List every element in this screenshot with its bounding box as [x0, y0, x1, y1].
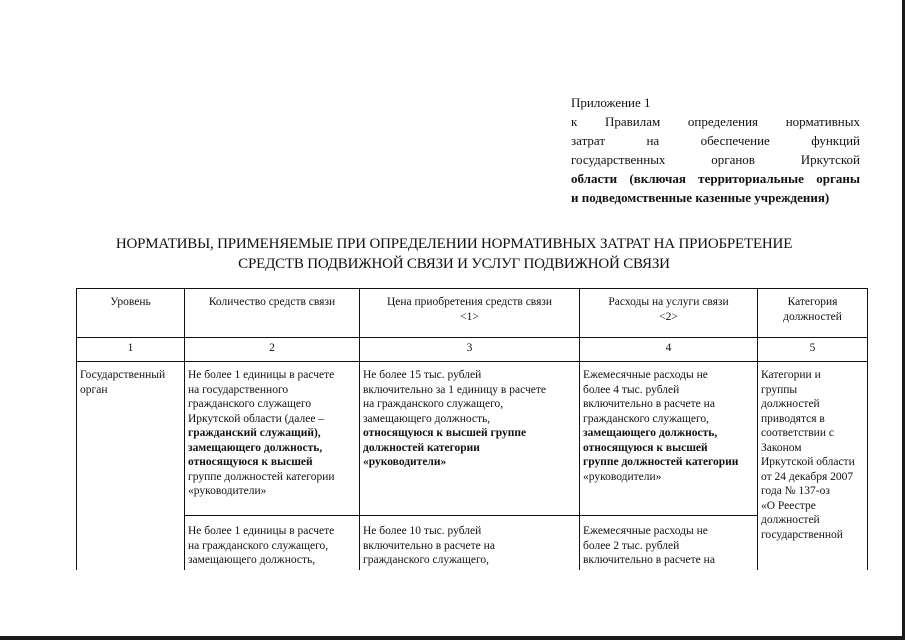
- appendix-note: [571, 93, 860, 207]
- title-line-2: СРЕДСТВ ПОДВИЖНОЙ СВЯЗИ И УСЛУГ ПОДВИЖНОЙ СВЯЗИ: [238, 256, 670, 272]
- title-line-1: НОРМАТИВЫ, ПРИМЕНЯЕМЫЕ ПРИ ОПРЕДЕЛЕНИИ НОРМАТИВНЫХ ЗАТРАТ НА ПРИОБРЕТЕНИЕ: [115, 236, 793, 252]
- table-row: [77, 362, 868, 516]
- column-number: 4: [580, 338, 758, 362]
- header-category: Категория должностей: [758, 289, 868, 338]
- column-number: 1: [77, 338, 185, 362]
- column-numbers-row: [77, 338, 868, 362]
- quantity-cell: Не более 1 единицы в расчете на государственного гражданского служащего Иркутской области (далее – гражданский служащий), замещающего должность, относящуюся к высшей группе должностей категории «руководители»: [185, 362, 360, 516]
- appendix-line: затрат на обеспечение функций: [571, 133, 860, 148]
- appendix-line: и подведомственные казенные учреждения): [571, 190, 830, 205]
- document-title: [60, 234, 848, 274]
- services-cell: Ежемесячные расходы не более 4 тыс. рублей включительно в расчете на гражданского служащего, замещающего должность, относящуюся к высшей группе должностей категории «руководители»: [580, 362, 758, 516]
- header-price: Цена приобретения средств связи <1>: [360, 289, 580, 338]
- appendix-line: области (включая территориальные органы: [571, 171, 860, 186]
- header-level: Уровень: [77, 289, 185, 338]
- price-cell: Не более 15 тыс. рублей включительно за 1 единицу в расчете на гражданского служащего, замещающего должность, относящуюся к высшей группе должностей категории «руководители»: [360, 362, 580, 516]
- header-quantity: Количество средств связи: [185, 289, 360, 338]
- header-services: Расходы на услуги связи <2>: [580, 289, 758, 338]
- quantity-cell: Не более 1 единицы в расчете на гражданского служащего, замещающего должность,: [185, 516, 360, 570]
- price-cell: Не более 10 тыс. рублей включительно в расчете на гражданского служащего,: [360, 516, 580, 570]
- table-header-row: [77, 289, 868, 338]
- norms-table: [76, 288, 868, 570]
- level-cell: Государственный орган: [77, 362, 185, 570]
- column-number: 2: [185, 338, 360, 362]
- appendix-line: Приложение 1: [571, 95, 651, 110]
- appendix-line: государственных органов Иркутской: [571, 152, 860, 167]
- column-number: 3: [360, 338, 580, 362]
- table-row: [77, 516, 868, 570]
- column-number: 5: [758, 338, 868, 362]
- scan-bottom-edge: [0, 636, 905, 640]
- services-cell: Ежемесячные расходы не более 2 тыс. рублей включительно в расчете на: [580, 516, 758, 570]
- category-cell: Категории и группы должностей приводятся в соответствии с Законом Иркутской области от 24 декабря 2007 года № 137-оз «О Реестре должностей государственной: [758, 362, 868, 570]
- appendix-line: к Правилам определения нормативных: [571, 114, 860, 129]
